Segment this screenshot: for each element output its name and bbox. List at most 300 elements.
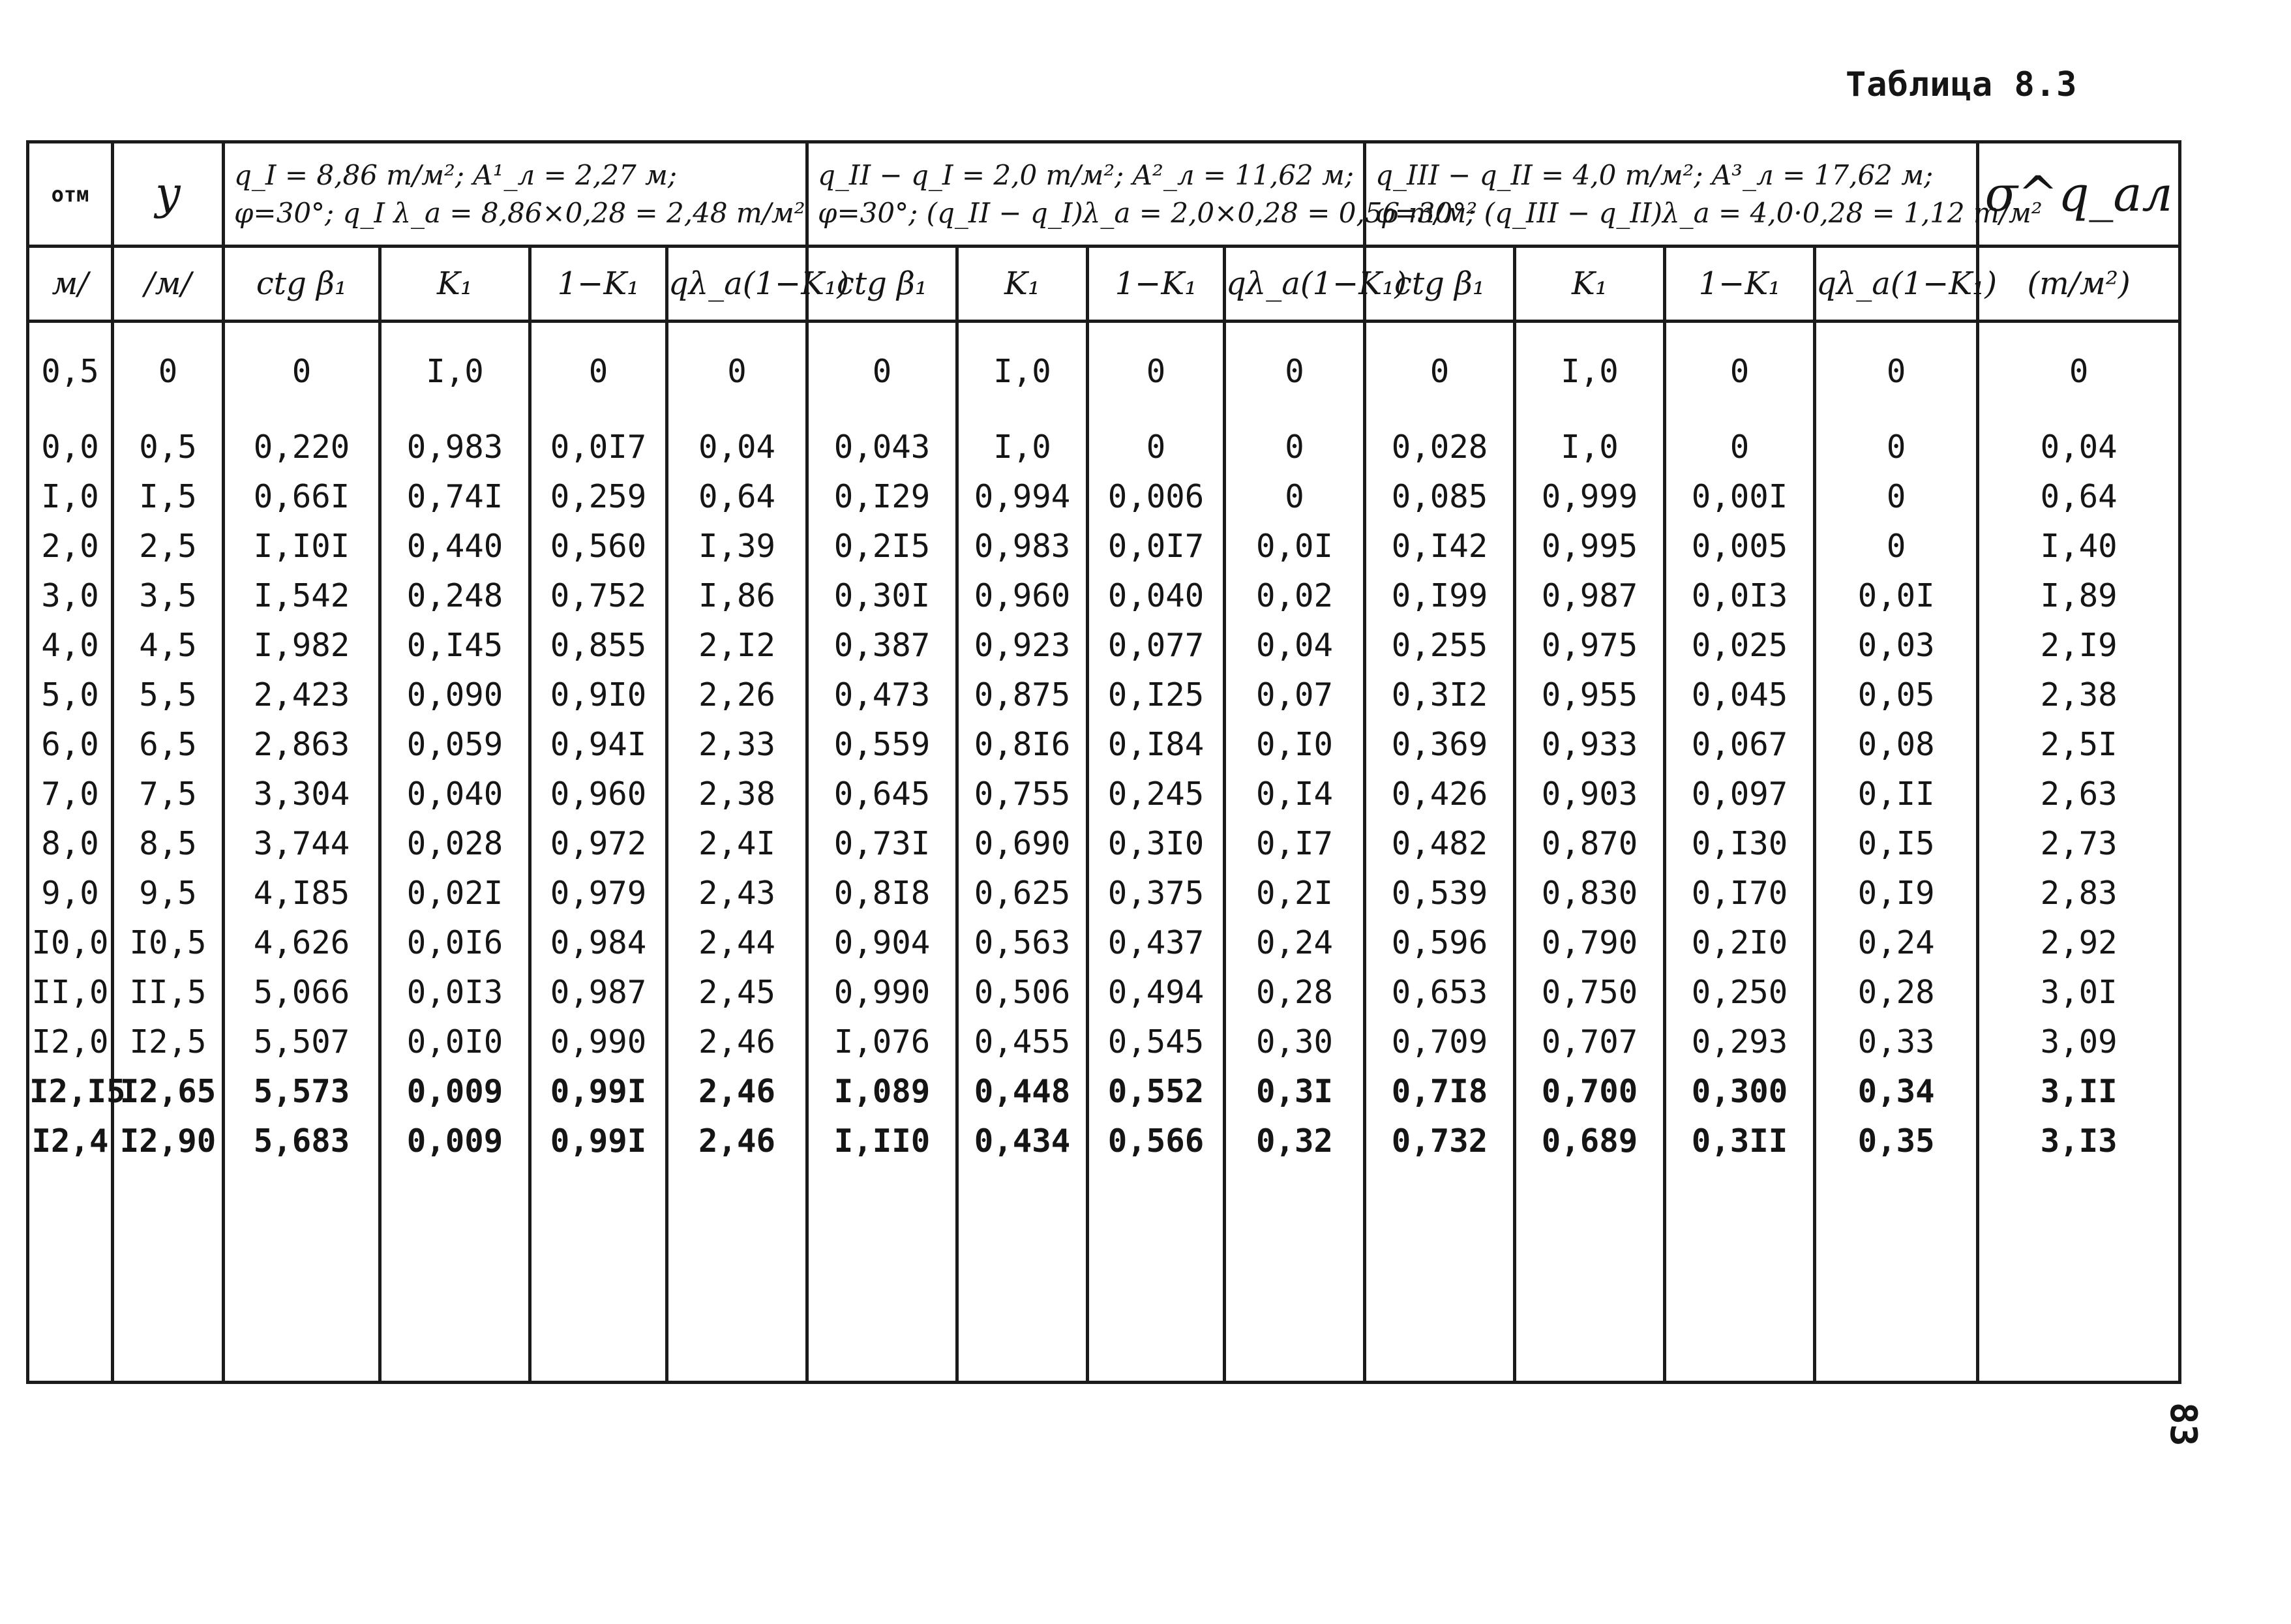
table-cell: 0,975	[1515, 620, 1665, 670]
table-cell: I,089	[807, 1066, 957, 1116]
table-cell: 0,870	[1515, 819, 1665, 868]
table-cell: 5,0	[28, 670, 113, 719]
table-cell: I,076	[807, 1017, 957, 1066]
table-cell: I2,4	[28, 1116, 113, 1165]
data-table	[26, 140, 2181, 1384]
table-cell: 0	[1088, 413, 1225, 472]
table-cell: 0,448	[957, 1066, 1088, 1116]
table-cell: 5,066	[224, 967, 380, 1017]
header-qla-1: qλ_a(1−K₁)	[667, 247, 807, 322]
table-cell: 0,99I	[530, 1066, 667, 1116]
table-cell: 3,304	[224, 769, 380, 819]
group-2-line-1: q_II − q_I = 2,0 т/м²; A²_л = 11,62 м;	[818, 158, 1355, 191]
table-cell: 0,750	[1515, 967, 1665, 1017]
table-cell: 0,984	[530, 918, 667, 967]
table-cell: 0,369	[1365, 719, 1515, 769]
table-cell: 0,II	[1815, 769, 1978, 819]
table-cell: 5,683	[224, 1116, 380, 1165]
table-cell: 5,573	[224, 1066, 380, 1116]
table-blank-cell	[1365, 1165, 1515, 1383]
table-cell: 0,482	[1365, 819, 1515, 868]
table-cell: 0,983	[380, 413, 530, 472]
table-row	[28, 413, 2180, 472]
table-cell: 0,2I	[1225, 868, 1365, 918]
table-cell: 0,009	[380, 1116, 530, 1165]
table-cell: 2,83	[1978, 868, 2180, 918]
table-cell: 0,07	[1225, 670, 1365, 719]
table-cell: 0,983	[957, 521, 1088, 571]
table-cell: 2,46	[667, 1116, 807, 1165]
table-cell: 0,040	[1088, 571, 1225, 620]
table-cell: 0,220	[224, 413, 380, 472]
table-cell: I0,0	[28, 918, 113, 967]
table-cell: 2,4I	[667, 819, 807, 868]
table-cell: 4,0	[28, 620, 113, 670]
group-1-line-2: φ=30°; q_I λ_a = 8,86×0,28 = 2,48 т/м²	[234, 196, 805, 229]
table-cell: 0,293	[1665, 1017, 1815, 1066]
table-cell: I,5	[113, 472, 224, 521]
table-cell: 0,709	[1365, 1017, 1515, 1066]
table-cell: 0,545	[1088, 1017, 1225, 1066]
table-cell: 2,5I	[1978, 719, 2180, 769]
header-otm: отм	[28, 142, 113, 247]
table-cell: 0,025	[1665, 620, 1815, 670]
table-row	[28, 521, 2180, 571]
table-cell: 0,566	[1088, 1116, 1225, 1165]
table-cell: 2,63	[1978, 769, 2180, 819]
table-cell: 0,437	[1088, 918, 1225, 967]
table-cell: I2,90	[113, 1116, 224, 1165]
table-cell: 0,28	[1815, 967, 1978, 1017]
table-cell: 9,5	[113, 868, 224, 918]
table-cell: 0,32	[1225, 1116, 1365, 1165]
table-cell: 0,028	[380, 819, 530, 868]
table-cell: 0,755	[957, 769, 1088, 819]
table-cell: 0,30	[1225, 1017, 1365, 1066]
table-cell: 0,855	[530, 620, 667, 670]
table-cell: I,86	[667, 571, 807, 620]
table-cell: 0,I0	[1225, 719, 1365, 769]
header-1mk-1: 1−K₁	[530, 247, 667, 322]
table-cell: 0	[1665, 322, 1815, 414]
table-cell: 0,559	[807, 719, 957, 769]
table-cell: 0,690	[957, 819, 1088, 868]
table-cell: I0,5	[113, 918, 224, 967]
table-cell: 0	[667, 322, 807, 414]
table-cell: 0,560	[530, 521, 667, 571]
table-cell: 2,I9	[1978, 620, 2180, 670]
table-cell: 8,5	[113, 819, 224, 868]
table-cell: 0,I42	[1365, 521, 1515, 571]
table-blank-cell	[667, 1165, 807, 1383]
table-cell: 0,933	[1515, 719, 1665, 769]
header-sigma: σ^q_aл	[1978, 142, 2180, 247]
table-cell: 2,73	[1978, 819, 2180, 868]
header-y-unit: /м/	[113, 247, 224, 322]
table-cell: 0	[1365, 322, 1515, 414]
table-cell: 0,I5	[1815, 819, 1978, 868]
table-cell: 2,45	[667, 967, 807, 1017]
table-cell: I,40	[1978, 521, 2180, 571]
table-cell: 0,00I	[1665, 472, 1815, 521]
table-cell: 0,8I6	[957, 719, 1088, 769]
table-cell: 0,259	[530, 472, 667, 521]
table-row	[28, 1017, 2180, 1066]
table-cell: 0,0I7	[530, 413, 667, 472]
table-cell: 0,045	[1665, 670, 1815, 719]
table-cell: 0	[1815, 521, 1978, 571]
table-cell: I,0	[1515, 413, 1665, 472]
table-cell: 0,2I5	[807, 521, 957, 571]
table-cell: 0,059	[380, 719, 530, 769]
table-cell: 0,987	[530, 967, 667, 1017]
table-cell: I2,65	[113, 1066, 224, 1116]
table-cell: 0	[113, 322, 224, 414]
table-cell: 0,05	[1815, 670, 1978, 719]
table-cell: 2,423	[224, 670, 380, 719]
table-cell: 0,645	[807, 769, 957, 819]
table-cell: 2,46	[667, 1017, 807, 1066]
table-cell: 0,02I	[380, 868, 530, 918]
table-cell: 0,66I	[224, 472, 380, 521]
table-blank-cell	[1978, 1165, 2180, 1383]
table-body	[28, 322, 2180, 1383]
table-row	[28, 322, 2180, 414]
table-cell: 0,375	[1088, 868, 1225, 918]
table-cell: 0,040	[380, 769, 530, 819]
table-cell: 0,097	[1665, 769, 1815, 819]
header-1mk-2: 1−K₁	[1088, 247, 1225, 322]
table-cell: 0,875	[957, 670, 1088, 719]
table-cell: 0,0I6	[380, 918, 530, 967]
table-cell: 0,245	[1088, 769, 1225, 819]
table-blank-cell	[380, 1165, 530, 1383]
table-cell: 0,426	[1365, 769, 1515, 819]
table-blank-cell	[28, 1165, 113, 1383]
header-k-2: K₁	[957, 247, 1088, 322]
table-row	[28, 1066, 2180, 1116]
table-cell: 0,994	[957, 472, 1088, 521]
table-cell: 0,3II	[1665, 1116, 1815, 1165]
table-row	[28, 670, 2180, 719]
table-cell: 0,972	[530, 819, 667, 868]
table-cell: 0,434	[957, 1116, 1088, 1165]
table-row	[28, 1116, 2180, 1165]
table-cell: 0,009	[380, 1066, 530, 1116]
table-cell: 5,507	[224, 1017, 380, 1066]
table-cell: 2,38	[1978, 670, 2180, 719]
table-cell: 0,I84	[1088, 719, 1225, 769]
table-cell: I,542	[224, 571, 380, 620]
table-cell: 0,999	[1515, 472, 1665, 521]
table-cell: 0	[807, 322, 957, 414]
table-cell: 3,744	[224, 819, 380, 868]
table-cell: 3,5	[113, 571, 224, 620]
table-cell: 0,689	[1515, 1116, 1665, 1165]
table-cell: 0,455	[957, 1017, 1088, 1066]
table-cell: 3,II	[1978, 1066, 2180, 1116]
table-cell: 0,955	[1515, 670, 1665, 719]
table-row	[28, 620, 2180, 670]
table-cell: 0,979	[530, 868, 667, 918]
table-cell: 0,0	[28, 413, 113, 472]
header-group-3	[1365, 142, 2043, 247]
table-cell: 0,I25	[1088, 670, 1225, 719]
table-cell: 0	[1225, 472, 1365, 521]
table-cell: 0,539	[1365, 868, 1515, 918]
table-cell: 4,5	[113, 620, 224, 670]
table-cell: 0,04	[667, 413, 807, 472]
table-cell: I,89	[1978, 571, 2180, 620]
table-cell: 0,625	[957, 868, 1088, 918]
table-cell: 0,995	[1515, 521, 1665, 571]
table-cell: 2,44	[667, 918, 807, 967]
table-cell: II,0	[28, 967, 113, 1017]
table-cell: 0,7I8	[1365, 1066, 1515, 1116]
table-cell: 0,I30	[1665, 819, 1815, 868]
table-cell: 0,255	[1365, 620, 1515, 670]
table-cell: 0	[1978, 322, 2180, 414]
table-cell: 0,653	[1365, 967, 1515, 1017]
table-cell: I,39	[667, 521, 807, 571]
header-k-1: K₁	[380, 247, 530, 322]
table-blank-cell	[224, 1165, 380, 1383]
header-y: y	[113, 142, 224, 247]
table-cell: 0,02	[1225, 571, 1365, 620]
header-ctg-1: ctg β₁	[224, 247, 380, 322]
table-cell: 0,990	[807, 967, 957, 1017]
table-cell: 4,I85	[224, 868, 380, 918]
table-row	[28, 719, 2180, 769]
table-cell: 7,0	[28, 769, 113, 819]
table-cell: 0,5	[28, 322, 113, 414]
table-cell: 0,I7	[1225, 819, 1365, 868]
table-cell: 0	[1225, 322, 1365, 414]
group-3-line-2: φ=30°; (q_III − q_II)λ_a = 4,0·0,28 = 1,12 т/м²	[1375, 196, 2043, 229]
table-cell: 0,0I3	[1665, 571, 1815, 620]
table-cell: I,0	[28, 472, 113, 521]
table-cell: 6,5	[113, 719, 224, 769]
page-number: 83	[2162, 1402, 2204, 1447]
table-cell: 0,74I	[380, 472, 530, 521]
table-cell: 0	[1815, 472, 1978, 521]
table-cell: I,0	[380, 322, 530, 414]
table-cell: 2,46	[667, 1066, 807, 1116]
table-cell: I,0	[957, 413, 1088, 472]
table-cell: 0,043	[807, 413, 957, 472]
table-cell: 0,752	[530, 571, 667, 620]
table-cell: 0,990	[530, 1017, 667, 1066]
table-cell: 0,99I	[530, 1116, 667, 1165]
table-cell: 0,596	[1365, 918, 1515, 967]
table-cell: 0,904	[807, 918, 957, 967]
table-cell: 7,5	[113, 769, 224, 819]
table-cell: 3,0I	[1978, 967, 2180, 1017]
table-cell: 8,0	[28, 819, 113, 868]
table-cell: 0,I9	[1815, 868, 1978, 918]
table-cell: 0,I70	[1665, 868, 1815, 918]
table-cell: 2,5	[113, 521, 224, 571]
table-cell: 3,0	[28, 571, 113, 620]
table-cell: 2,863	[224, 719, 380, 769]
table-cell: 0,563	[957, 918, 1088, 967]
table-cell: 0,987	[1515, 571, 1665, 620]
table-cell: 0,28	[1225, 967, 1365, 1017]
table-cell: I2,5	[113, 1017, 224, 1066]
table-cell: 0,3I0	[1088, 819, 1225, 868]
table-cell: 5,5	[113, 670, 224, 719]
group-3-line-1: q_III − q_II = 4,0 т/м²; A³_л = 17,62 м;	[1375, 158, 1934, 191]
table-cell: 2,33	[667, 719, 807, 769]
table-caption: Таблица 8.3	[1846, 65, 2078, 104]
header-qla-2: qλ_a(1−K₁)	[1225, 247, 1365, 322]
table-cell: 0,506	[957, 967, 1088, 1017]
table-cell: 0,04	[1225, 620, 1365, 670]
table-cell: 9,0	[28, 868, 113, 918]
table-blank-cell	[807, 1165, 957, 1383]
table-cell: 0,960	[530, 769, 667, 819]
table-cell: 0,33	[1815, 1017, 1978, 1066]
table-row	[28, 868, 2180, 918]
table-cell: 0,552	[1088, 1066, 1225, 1116]
table-cell: 2,92	[1978, 918, 2180, 967]
table-cell: I,982	[224, 620, 380, 670]
table-cell: 0,923	[957, 620, 1088, 670]
header-qla-3: qλ_a(1−K₁)	[1815, 247, 1978, 322]
table-cell: 0,03	[1815, 620, 1978, 670]
table-cell: 0,707	[1515, 1017, 1665, 1066]
header-otm-unit: м/	[28, 247, 113, 322]
table-cell: 0,24	[1225, 918, 1365, 967]
table-cell: 0,0I3	[380, 967, 530, 1017]
table-cell: 0,3I2	[1365, 670, 1515, 719]
table-cell: 0,34	[1815, 1066, 1978, 1116]
table-cell: 0,790	[1515, 918, 1665, 967]
table-cell: II,5	[113, 967, 224, 1017]
table-cell: 0	[224, 322, 380, 414]
table-cell: 0,006	[1088, 472, 1225, 521]
table-cell: 2,I2	[667, 620, 807, 670]
table-cell: 0	[1815, 413, 1978, 472]
table-cell: 0,085	[1365, 472, 1515, 521]
table-cell: 0,440	[380, 521, 530, 571]
table-cell: 4,626	[224, 918, 380, 967]
header-ctg-2: ctg β₁	[807, 247, 957, 322]
table-row	[28, 918, 2180, 967]
table-cell: 0,24	[1815, 918, 1978, 967]
table-cell: I2,0	[28, 1017, 113, 1066]
table-cell: 0,732	[1365, 1116, 1515, 1165]
table-cell: 0,30I	[807, 571, 957, 620]
table-cell: I,I0I	[224, 521, 380, 571]
table-cell: 3,I3	[1978, 1116, 2180, 1165]
header-group-1	[224, 142, 807, 247]
table-cell: 0,64	[667, 472, 807, 521]
header-sigma-unit: (т/м²)	[1978, 247, 2180, 322]
table-cell: 0	[1815, 322, 1978, 414]
table-cell: 3,09	[1978, 1017, 2180, 1066]
table-cell: 2,26	[667, 670, 807, 719]
table-blank-cell	[1665, 1165, 1815, 1383]
table-cell: 0,04	[1978, 413, 2180, 472]
table-cell: 0,077	[1088, 620, 1225, 670]
header-ctg-3: ctg β₁	[1365, 247, 1515, 322]
table-cell: 0	[530, 322, 667, 414]
table-cell: 0,300	[1665, 1066, 1815, 1116]
table-row	[28, 472, 2180, 521]
table-cell: 0,248	[380, 571, 530, 620]
table-cell: 0,473	[807, 670, 957, 719]
table-cell: 0	[1665, 413, 1815, 472]
table-cell: 0,960	[957, 571, 1088, 620]
group-1-line-1: q_I = 8,86 т/м²; A¹_л = 2,27 м;	[234, 158, 678, 191]
table-blank-cell	[1225, 1165, 1365, 1383]
header-k-3: K₁	[1515, 247, 1665, 322]
table-cell: 0,028	[1365, 413, 1515, 472]
table-cell: 0	[1225, 413, 1365, 472]
table-blank-cell	[957, 1165, 1088, 1383]
table-blank-cell	[1515, 1165, 1665, 1383]
table-cell: I,0	[1515, 322, 1665, 414]
table-cell: 0,94I	[530, 719, 667, 769]
table-cell: 0,3I	[1225, 1066, 1365, 1116]
table-cell: 6,0	[28, 719, 113, 769]
table-cell: 0,387	[807, 620, 957, 670]
table-cell: 0,494	[1088, 967, 1225, 1017]
table-blank-row	[28, 1165, 2180, 1383]
header-group-2	[807, 142, 1478, 247]
table-cell: 0,5	[113, 413, 224, 472]
table-cell: 0,9I0	[530, 670, 667, 719]
table-cell: 2,0	[28, 521, 113, 571]
table-cell: 0,005	[1665, 521, 1815, 571]
table-cell: 0,090	[380, 670, 530, 719]
table-cell: I,II0	[807, 1116, 957, 1165]
table-cell: 0,08	[1815, 719, 1978, 769]
table-cell: 0,I4	[1225, 769, 1365, 819]
table-cell: 0,0I0	[380, 1017, 530, 1066]
table-cell: 0,250	[1665, 967, 1815, 1017]
table-cell: 0,I99	[1365, 571, 1515, 620]
table-cell: 0,0I	[1225, 521, 1365, 571]
table-cell: I,0	[957, 322, 1088, 414]
table-row	[28, 571, 2180, 620]
table-row	[28, 819, 2180, 868]
table-cell: I2,I5	[28, 1066, 113, 1116]
table-cell: 2,38	[667, 769, 807, 819]
table-cell: 0,73I	[807, 819, 957, 868]
table-cell: 0,35	[1815, 1116, 1978, 1165]
table-cell: 0,64	[1978, 472, 2180, 521]
table-cell: 0,067	[1665, 719, 1815, 769]
table-cell: 0,830	[1515, 868, 1665, 918]
header-1mk-3: 1−K₁	[1665, 247, 1815, 322]
table-blank-cell	[1815, 1165, 1978, 1383]
table-cell: 0,I45	[380, 620, 530, 670]
table-cell: 0,0I7	[1088, 521, 1225, 571]
table-cell: 0,0I	[1815, 571, 1978, 620]
table-cell: 0,8I8	[807, 868, 957, 918]
table-blank-cell	[530, 1165, 667, 1383]
table-blank-cell	[1088, 1165, 1225, 1383]
table-row	[28, 967, 2180, 1017]
group-2-line-2: φ=30°; (q_II − q_I)λ_a = 2,0×0,28 = 0,56 т/м²	[818, 196, 1478, 229]
table-blank-cell	[113, 1165, 224, 1383]
table-row	[28, 769, 2180, 819]
table-cell: 2,43	[667, 868, 807, 918]
table-cell: 0,903	[1515, 769, 1665, 819]
table-cell: 0,2I0	[1665, 918, 1815, 967]
